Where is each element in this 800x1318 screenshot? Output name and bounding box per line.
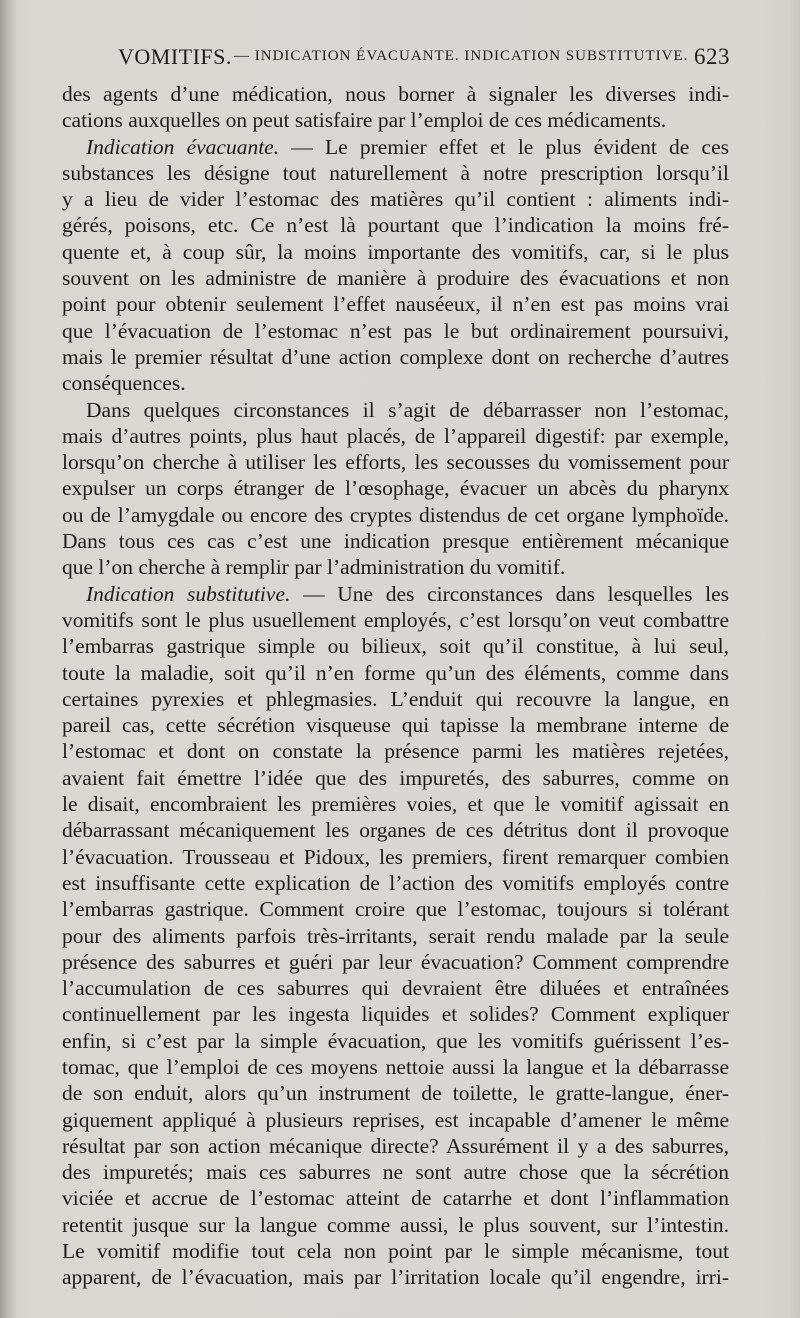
text-line: est insuffisante cette explication de l’action des vomitifs employés contre [62,870,729,895]
text-line: que l’évacuation de l’estomac n’est pas le but ordinairement poursuivi, [62,318,729,343]
text-line: l’embarras gastrique. Comment croire que l’estomac, toujours si tolérant [62,897,729,922]
section-heading-evacuante: Indication évacuante. [86,134,280,159]
text-line: retentit jusque sur la langue comme aussi, le plus souvent, sur l’intestin. [62,1212,729,1237]
text-line: Dans quelques circonstances il s’agit de débarrasser non l’estomac, [86,397,729,422]
text-line-fragment: — Le premier effet et le plus évident de ces [291,134,729,159]
page-number: 623 [694,44,730,69]
text-line: présence des saburres et guéri par leur évacuation? Comment comprendre [62,949,729,974]
text-line: l’embarras gastrique simple ou bilieux, soit qu’il constitue, à lui seul, [62,634,729,659]
body-text [62,81,729,1291]
text-line: pareil cas, cette sécrétion visqueuse qui tapisse la membrane interne de [62,713,729,738]
text-line: vomitifs sont le plus usuellement employés, c’est lorsqu’on veut combattre [62,607,729,632]
text-line: toute la maladie, soit qu’il n’en forme qu’un des éléments, comme dans [62,660,729,685]
text-line: des agents d’une médication, nous borner à signaler les diverses indi- [62,82,729,106]
text-line: y a lieu de vider l’estomac des matières qu’il contient : aliments indi- [62,187,729,212]
text-line: viciée et accrue de l’estomac atteint de catarrhe et dont l’inflammation [62,1186,729,1211]
text-line: lorsqu’on cherche à utiliser les efforts, les secousses du vomissement pour [62,450,729,475]
text-line: ou de l’amygdale ou encore des cryptes distendus de cet organe lymphoïde. [62,502,729,527]
text-line: quente et, à coup sûr, la moins importante des vomitifs, car, si le plus [62,239,729,264]
text-line: résultat par son action mécanique directe? Assurément il y a des saburres, [62,1133,729,1158]
text-line: apparent, de l’évacuation, mais par l’irritation locale qu’il engendre, irri- [62,1265,729,1290]
text-line: enfin, si c’est par la simple évacuation, que les vomitifs guérissent l’es- [62,1028,729,1053]
text-line: souvent on les administre de manière à produire des évacuations et non [62,266,729,291]
text-line: des impuretés; mais ces saburres ne sont autre chose que la sécrétion [62,1160,729,1185]
text-line: Dans tous ces cas c’est une indication presque entièrement mécanique [62,529,729,554]
paragraph-start-line [62,581,729,607]
running-head [118,44,730,74]
text-line: expulser un corps étranger de l’œsophage, évacuer un abcès du pharynx [62,476,729,501]
text-line: conséquences. [62,371,186,396]
text-line: pour des aliments parfois très-irritants, serait rendu malade par la seule [62,923,729,948]
text-line: tomac, que l’emploi de ces moyens nettoie aussi la langue et la débarrasse [62,1054,729,1079]
paragraph-start-line [62,134,729,160]
text-line: continuellement par les ingesta liquides et solides? Comment expliquer [62,1002,729,1027]
text-line: avaient fait émettre l’idée que des impuretés, des saburres, comme on [62,765,729,790]
text-line: mais le premier résultat d’une action complexe dont on recherche d’autres [62,344,729,369]
text-line: de son enduit, alors qu’un instrument de toilette, le gratte-langue, éner- [62,1081,729,1106]
text-line: l’évacuation. Trousseau et Pidoux, les premiers, firent remarquer combien [62,844,729,869]
text-line-fragment: — Une des circonstances dans lesquelles les [303,581,730,606]
section-heading-substitutive: Indication substitutive. [86,581,291,606]
running-head-subtitle: — INDICATION ÉVACUANTE. INDICATION SUBSTITUTIVE. [234,48,689,64]
text-line: que l’on cherche à remplir par l’administration du vomitif. [62,555,566,580]
text-line: cations auxquelles on peut satisfaire par l’emploi de ces médicaments. [62,108,667,133]
text-line: substances les désigne tout naturellement à notre prescription lorsqu’il [62,160,729,185]
text-line: mais d’autres points, plus haut placés, de l’appareil digestif: par exemple, [62,423,729,448]
text-line: point pour obtenir seulement l’effet nauséeux, il n’en est pas moins vrai [62,292,729,317]
running-head-title: VOMITIFS. [118,44,232,69]
text-line: l’accumulation de ces saburres qui devraient être diluées et entraînées [62,976,729,1001]
text-line: certaines pyrexies et phlegmasies. L’enduit qui recouvre la langue, en [62,686,729,711]
text-line: giquement appliqué à plusieurs reprises, est incapable d’amener le même [62,1107,729,1132]
text-line: gérés, poisons, etc. Ce n’est là pourtant que l’indication la moins fré- [62,213,729,238]
text-line: débarrassant mécaniquement les organes de ces détritus dont il provoque [62,818,729,843]
text-line: le disait, encombraient les premières voies, et que le vomitif agissait en [62,792,729,817]
text-line: l’estomac et dont on constate la présence parmi les matières rejetées, [62,739,729,764]
text-line: Le vomitif modifie tout cela non point par le simple mécanisme, tout [62,1239,729,1264]
